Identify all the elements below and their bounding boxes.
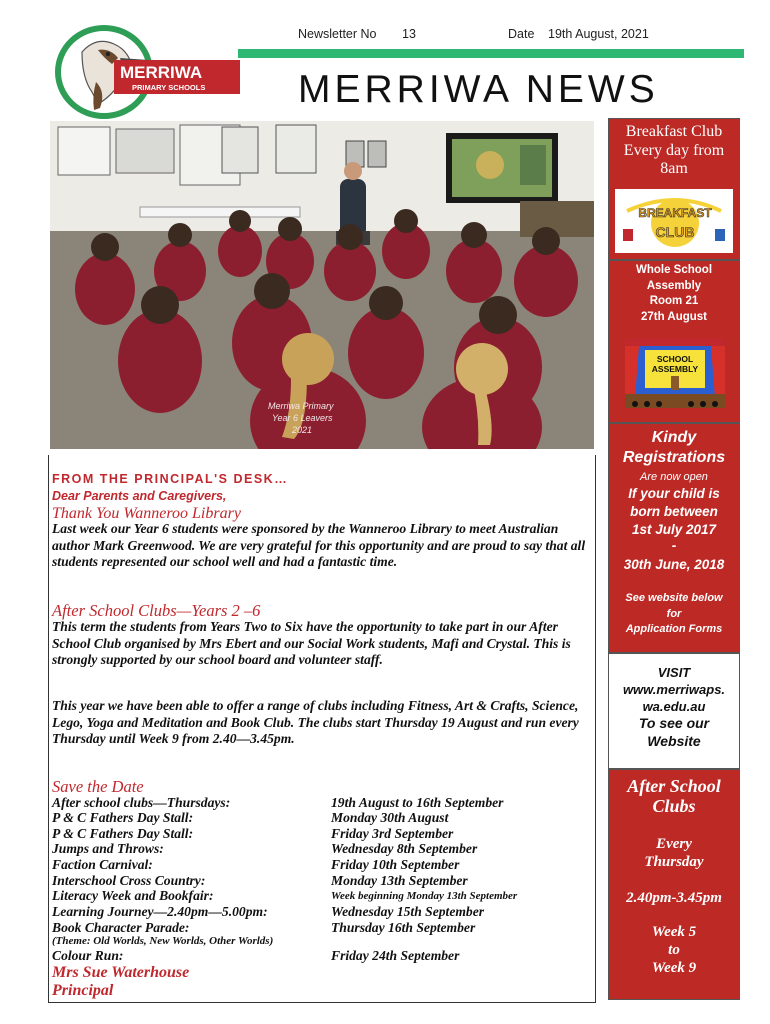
breakfast-club-box (608, 118, 740, 260)
breakfast-line: 8am (660, 160, 688, 177)
event-name: P & C Fathers Day Stall: (52, 826, 194, 841)
after-clubs-title: After School (627, 776, 721, 796)
after-clubs-line: Every (656, 836, 692, 852)
kindy-line: - (671, 538, 677, 553)
assembly-line: Assembly (646, 279, 702, 292)
visit-website-box (608, 653, 740, 769)
visit-line: To see our (638, 715, 710, 731)
event-name: After school clubs—Thursdays: (52, 795, 231, 810)
newsletter-number: 13 (402, 27, 416, 41)
kindy-line: If your child is (628, 486, 720, 501)
kindy-line: 30th June, 2018 (623, 557, 725, 572)
assembly-sign-text: ASSEMBLY (651, 364, 699, 374)
assembly-line: Whole School (635, 264, 713, 276)
after-clubs-line: Week 5 (651, 924, 697, 940)
breakfast-line: Breakfast Club (625, 123, 723, 140)
breakfast-club-logo (615, 189, 733, 253)
date-label: Date (508, 27, 535, 41)
bclub-logo-text: BREAKFAST (638, 206, 712, 220)
clubs-range-paragraph: This year we have been able to offer a range of clubs including Fitness, Art & Crafts, Science, Lego, Yoga and Meditation and Book Club. The clubs start Thursday 19 August and run every Thursday until Week 9 from 2.40—3.45pm. (52, 698, 579, 746)
after-school-clubs-box (608, 769, 740, 1000)
event-date: Wednesday 15th September (331, 904, 485, 919)
event-name: Jumps and Throws: (52, 841, 164, 856)
website-link[interactable]: www.merriwaps. (622, 682, 726, 697)
header-divider (238, 49, 744, 58)
after-clubs-line: 2.40pm-3.45pm (626, 890, 722, 906)
kindy-line: 1st July 2017 (631, 522, 717, 537)
library-paragraph: Last week our Year 6 students were sponsored by the Wanneroo Library to meet Australian author Mark Greenwood. We are very grateful for this opportunity and are proud to say that all students represented our school well and had a fantastic time. (52, 521, 586, 569)
event-name: Literacy Week and Bookfair: (52, 888, 214, 903)
event-name: P & C Fathers Day Stall: (52, 810, 194, 825)
assembly-sign-text: SCHOOL (656, 354, 694, 364)
page-title: MERRIWA NEWS (298, 68, 659, 111)
event-date: Thursday 16th September (331, 920, 476, 935)
logo-name: MERRIWA (120, 63, 203, 82)
assembly-line: 27th August (640, 310, 708, 323)
bclub-logo-text: CLUB (655, 224, 695, 240)
after-clubs-line: Week 9 (651, 960, 697, 976)
event-date: Friday 24th September (331, 948, 460, 963)
event-name: (Theme: Old Worlds, New Worlds, Other Worlds) (52, 935, 274, 947)
event-name: Interschool Cross Country: (52, 873, 206, 888)
after-clubs-line: to (668, 942, 680, 958)
after-clubs-title: Clubs (652, 796, 696, 816)
assembly-line: Room 21 (649, 295, 699, 307)
signature-name: Mrs Sue Waterhouse (52, 964, 190, 981)
kindy-line: Are now open (640, 471, 708, 483)
date-value: 19th August, 2021 (548, 27, 649, 41)
event-date: Friday 3rd September (331, 826, 454, 841)
event-date: Friday 10th September (331, 857, 460, 872)
visit-line: VISIT (657, 665, 691, 680)
classroom-photo (50, 121, 594, 449)
shirt-text-1: Merriwa Primary (268, 401, 334, 411)
event-name: Book Character Parade: (52, 920, 190, 935)
kindy-title: Registrations (622, 449, 726, 466)
assembly-text (609, 263, 739, 325)
event-date: Monday 30th August (331, 810, 449, 825)
newsletter-label: Newsletter No (298, 27, 377, 41)
signature-title: Principal (52, 982, 114, 999)
breakfast-club-text (609, 123, 739, 179)
kindy-line: See website below (625, 592, 723, 604)
event-name: Faction Carnival: (52, 857, 153, 872)
clubs-heading: After School Clubs—Years 2 –6 (52, 601, 261, 620)
website-link[interactable]: wa.edu.au (642, 699, 706, 714)
breakfast-line: Every day from (623, 141, 725, 159)
kindy-title: Kindy (651, 429, 697, 446)
logo-subtitle: PRIMARY SCHOOLS (132, 83, 206, 92)
after-clubs-line: Thursday (644, 854, 704, 870)
event-name: Learning Journey—2.40pm—5.00pm: (52, 904, 268, 919)
kindy-line: for (666, 608, 682, 620)
event-date: 19th August to 16th September (331, 795, 504, 810)
kindy-line: Application Forms (625, 623, 723, 635)
save-date-heading: Save the Date (52, 777, 144, 796)
shirt-text-3: 2021 (292, 425, 313, 435)
school-assembly-image (625, 338, 725, 408)
event-date: Wednesday 8th September (331, 841, 478, 856)
kindy-line: born between (630, 504, 718, 519)
shirt-text-2: Year 6 Leavers (272, 413, 333, 423)
clubs-paragraph: This term the students from Years Two to Six have the opportunity to take part in our After School Club organised by Mrs Ebert and our Social Work students, Mafi and Crystal. This is strongly supported by our school board and volunteer staff. (52, 619, 571, 667)
thanks-heading: Thank You Wanneroo Library (52, 505, 241, 522)
event-date: Week beginning Monday 13th September (331, 890, 518, 902)
principal-heading: FROM THE PRINCIPAL'S DESK… (52, 472, 289, 486)
event-date: Monday 13th September (331, 873, 468, 888)
school-logo (52, 22, 242, 122)
kindy-registrations-box (608, 423, 740, 653)
greeting: Dear Parents and Caregivers, (52, 489, 227, 503)
assembly-box (608, 260, 740, 423)
event-name: Colour Run: (52, 948, 124, 963)
visit-line: Website (647, 733, 701, 749)
